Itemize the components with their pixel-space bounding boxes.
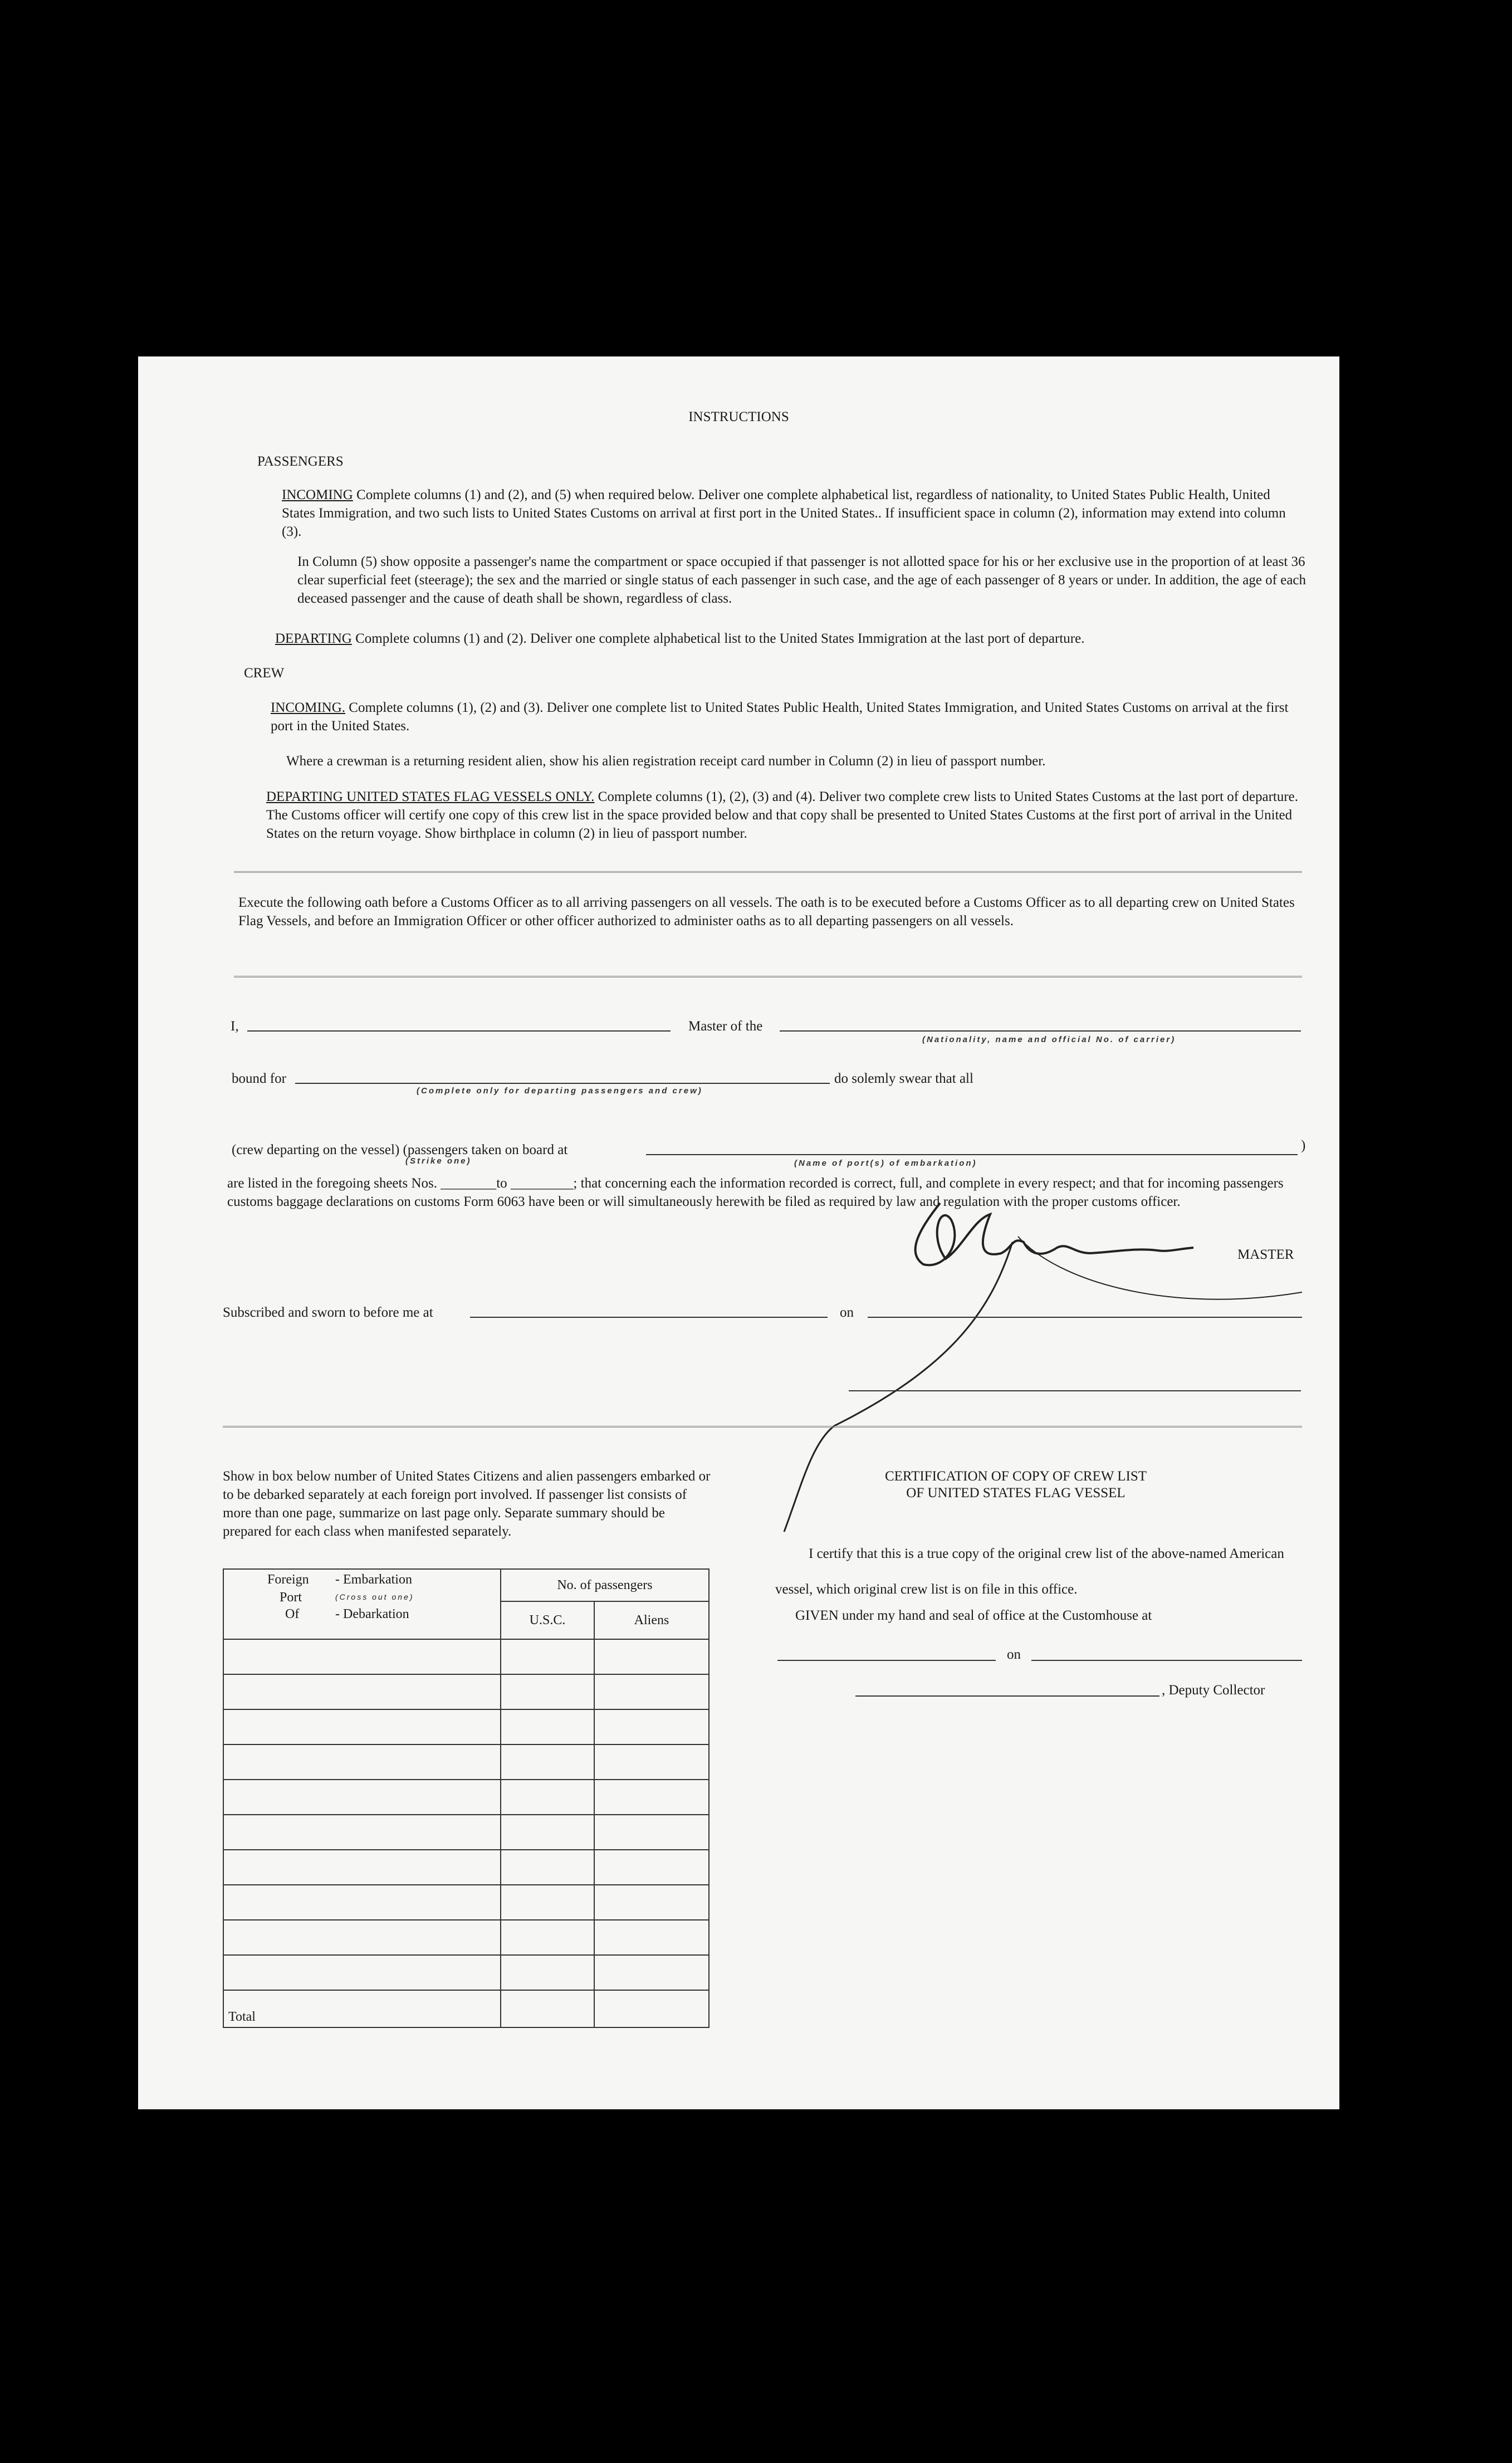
master-name-field[interactable] <box>247 1030 671 1032</box>
given-text: GIVEN under my hand and seal of office at the Customhouse at <box>795 1608 1152 1623</box>
usc-cell[interactable] <box>501 1780 594 1815</box>
crew-incoming <box>271 698 1300 735</box>
aliens-cell[interactable] <box>594 1850 709 1885</box>
divider <box>234 871 1302 873</box>
crew-returning: Where a crewman is a returning resident alien, show his alien registration receipt card number in Column (2) in lieu of passport number. <box>286 754 1046 769</box>
subscribed-label: Subscribed and sworn to before me at <box>223 1305 433 1320</box>
divider <box>223 1426 1302 1428</box>
port-cell[interactable] <box>223 1885 501 1920</box>
certify-text: I certify that this is a true copy of the original crew list of the above-named American vessel, which original crew list is on file in this office. <box>775 1546 1284 1597</box>
port-cell[interactable] <box>223 1674 501 1709</box>
usc-cell[interactable] <box>501 1744 594 1780</box>
aliens-cell[interactable] <box>594 1744 709 1780</box>
col-aliens: Aliens <box>594 1601 709 1639</box>
certification-title-1: CERTIFICATION OF COPY OF CREW LIST <box>884 1469 1147 1484</box>
passengers-incoming <box>282 486 1301 541</box>
usc-cell[interactable] <box>501 1639 594 1674</box>
cert-date-field[interactable] <box>1031 1660 1302 1661</box>
port-cell[interactable] <box>223 1709 501 1744</box>
summary-intro: Show in box below number of United States Citizens and alien passengers embarked or to be debarked separately at each foreign port involved. If passenger list consists of more than one page, summarize on last page only. Separate summary should be prepared for each class when manifested separately. <box>223 1469 711 1539</box>
table-row <box>223 1674 709 1709</box>
sworn-place-field[interactable] <box>470 1317 828 1318</box>
passenger-summary-table <box>223 1568 709 2028</box>
master-of-the-label: Master of the <box>688 1019 763 1034</box>
crew-flag-text: Complete columns (1), (2), (3) and (4). Deliver two complete crew lists to United States Customs at the last port of departure. The Customs officer will certify one copy of this crew list in the space provided below and that copy shall be presented to United States Customs at the first port of arrival in the United States on the return voyage. Show birthplace in column (2) in lieu of passport number. <box>266 789 1299 841</box>
sworn-on-label: on <box>840 1305 854 1320</box>
usc-cell[interactable] <box>501 1850 594 1885</box>
aliens-cell[interactable] <box>594 1920 709 1955</box>
passengers-heading: PASSENGERS <box>257 454 344 469</box>
oath-intro: Execute the following oath before a Customs Officer as to all arriving passengers on all vessels. The oath is to be executed before a Customs Officer as to all departing crew on United States Flag Vessels, and before an Immigration Officer or other officer authorized to administer oaths as to all departing passengers on all vessels. <box>238 895 1295 928</box>
officer-signature-field[interactable] <box>849 1390 1301 1391</box>
form-page <box>138 356 1339 2109</box>
usc-cell[interactable] <box>501 1815 594 1850</box>
deputy-label: , Deputy Collector <box>1162 1683 1265 1698</box>
strike-one-caption: (Strike one) <box>405 1156 472 1166</box>
port-cell[interactable] <box>223 1850 501 1885</box>
usc-cell[interactable] <box>501 1955 594 1990</box>
aliens-cell[interactable] <box>594 1674 709 1709</box>
col-of: Of <box>285 1607 300 1621</box>
col-usc: U.S.C. <box>501 1601 594 1639</box>
crew-departing-text: (crew departing on the vessel) (passengers taken on board at <box>232 1142 568 1157</box>
aliens-total-cell[interactable] <box>594 1990 709 2027</box>
passengers-departing-text: Complete columns (1) and (2). Deliver one complete alphabetical list to the United States Immigration at the last port of departure. <box>355 631 1085 646</box>
port-cell[interactable] <box>223 1920 501 1955</box>
port-cell[interactable] <box>223 1639 501 1674</box>
table-row <box>223 1815 709 1850</box>
embarkation-port-field[interactable] <box>646 1154 1298 1155</box>
passengers-departing <box>275 629 1322 648</box>
port-cell[interactable] <box>223 1780 501 1815</box>
aliens-cell[interactable] <box>594 1815 709 1850</box>
crew-incoming-label: INCOMING. <box>271 700 346 715</box>
certification-title-2: OF UNITED STATES FLAG VESSEL <box>906 1485 1126 1501</box>
master-label: MASTER <box>1237 1247 1294 1262</box>
swear-text: do solemly swear that all <box>834 1071 973 1086</box>
close-paren: ) <box>1301 1138 1306 1153</box>
bound-for-field[interactable] <box>295 1083 830 1084</box>
usc-cell[interactable] <box>501 1885 594 1920</box>
oath-i-label: I, <box>231 1019 239 1034</box>
usc-cell[interactable] <box>501 1674 594 1709</box>
passengers-incoming-text: Complete columns (1) and (2), and (5) when required below. Deliver one complete alphabetical list, regardless of nationality, to United States Public Health, United States Immigration, and two such lists to United States Customs on arrival at first port in the United States.. If insufficient space in column (2), information may extend into column (3). <box>282 487 1286 539</box>
col-debarkation: - Debarkation <box>335 1607 409 1621</box>
col-foreign: Foreign <box>267 1572 309 1587</box>
passengers-departing-label: DEPARTING <box>275 631 352 646</box>
usc-cell[interactable] <box>501 1920 594 1955</box>
bound-for-label: bound for <box>232 1071 286 1086</box>
port-caption: (Name of port(s) of embarkation) <box>794 1159 977 1168</box>
nationality-caption: (Nationality, name and official No. of carrier) <box>922 1035 1176 1044</box>
complete-caption: (Complete only for departing passengers and crew) <box>417 1086 703 1096</box>
aliens-cell[interactable] <box>594 1639 709 1674</box>
table-row <box>223 1920 709 1955</box>
table-row <box>223 1744 709 1780</box>
crew-flag-label: DEPARTING UNITED STATES FLAG VESSELS ONLY. <box>266 789 595 804</box>
table-row <box>223 1850 709 1885</box>
cert-on-label: on <box>1007 1647 1021 1662</box>
table-row <box>223 1639 709 1674</box>
table-row <box>223 1955 709 1990</box>
col-passengers: No. of passengers <box>501 1569 709 1601</box>
master-signature <box>779 1186 1313 1587</box>
port-cell[interactable] <box>223 1955 501 1990</box>
passengers-column5: In Column (5) show opposite a passenger's name the compartment or space occupied if that passenger is not allotted space for his or her exclusive use in the proportion of at least 36 clear superficial feet (steerage); the sex and the married or single status of each passenger in such case, and the age of each passenger of 8 years or under. In addition, the age of each deceased passenger and the cause of death shall be shown, regardless of class. <box>297 554 1307 606</box>
aliens-cell[interactable] <box>594 1955 709 1990</box>
total-label: Total <box>223 1990 501 2027</box>
customhouse-field[interactable] <box>777 1660 996 1661</box>
aliens-cell[interactable] <box>594 1780 709 1815</box>
usc-total-cell[interactable] <box>501 1990 594 2027</box>
sworn-date-field[interactable] <box>868 1317 1302 1318</box>
deputy-signature-field[interactable] <box>855 1695 1159 1697</box>
divider <box>234 976 1302 978</box>
crew-heading: CREW <box>244 666 285 681</box>
aliens-cell[interactable] <box>594 1709 709 1744</box>
table-row <box>223 1885 709 1920</box>
port-cell[interactable] <box>223 1744 501 1780</box>
aliens-cell[interactable] <box>594 1885 709 1920</box>
passengers-incoming-label: INCOMING <box>282 487 353 502</box>
crew-flag <box>266 788 1300 843</box>
col-port: Port <box>280 1590 302 1605</box>
total-row <box>223 1990 709 2027</box>
table-row <box>223 1709 709 1744</box>
listed-text: are listed in the foregoing sheets Nos. ________to _________; that concerning each the information recorded is correct, full, and complete in every respect; and that for incoming passengers customs baggage declarations on customs Form 6063 have been or will simultaneously herewith be filed as required by law and regulation with the proper customs officer. <box>227 1176 1284 1209</box>
page-title: INSTRUCTIONS <box>688 409 789 424</box>
table-row <box>223 1780 709 1815</box>
usc-cell[interactable] <box>501 1709 594 1744</box>
carrier-field[interactable] <box>780 1030 1301 1032</box>
col-embarkation: - Embarkation <box>335 1572 412 1587</box>
port-cell[interactable] <box>223 1815 501 1850</box>
col-cross: (Cross out one) <box>335 1592 414 1601</box>
crew-incoming-text: Complete columns (1), (2) and (3). Deliver one complete list to United States Public Health, United States Immigration, and United States Customs on arrival at the first port in the United States. <box>271 700 1289 734</box>
